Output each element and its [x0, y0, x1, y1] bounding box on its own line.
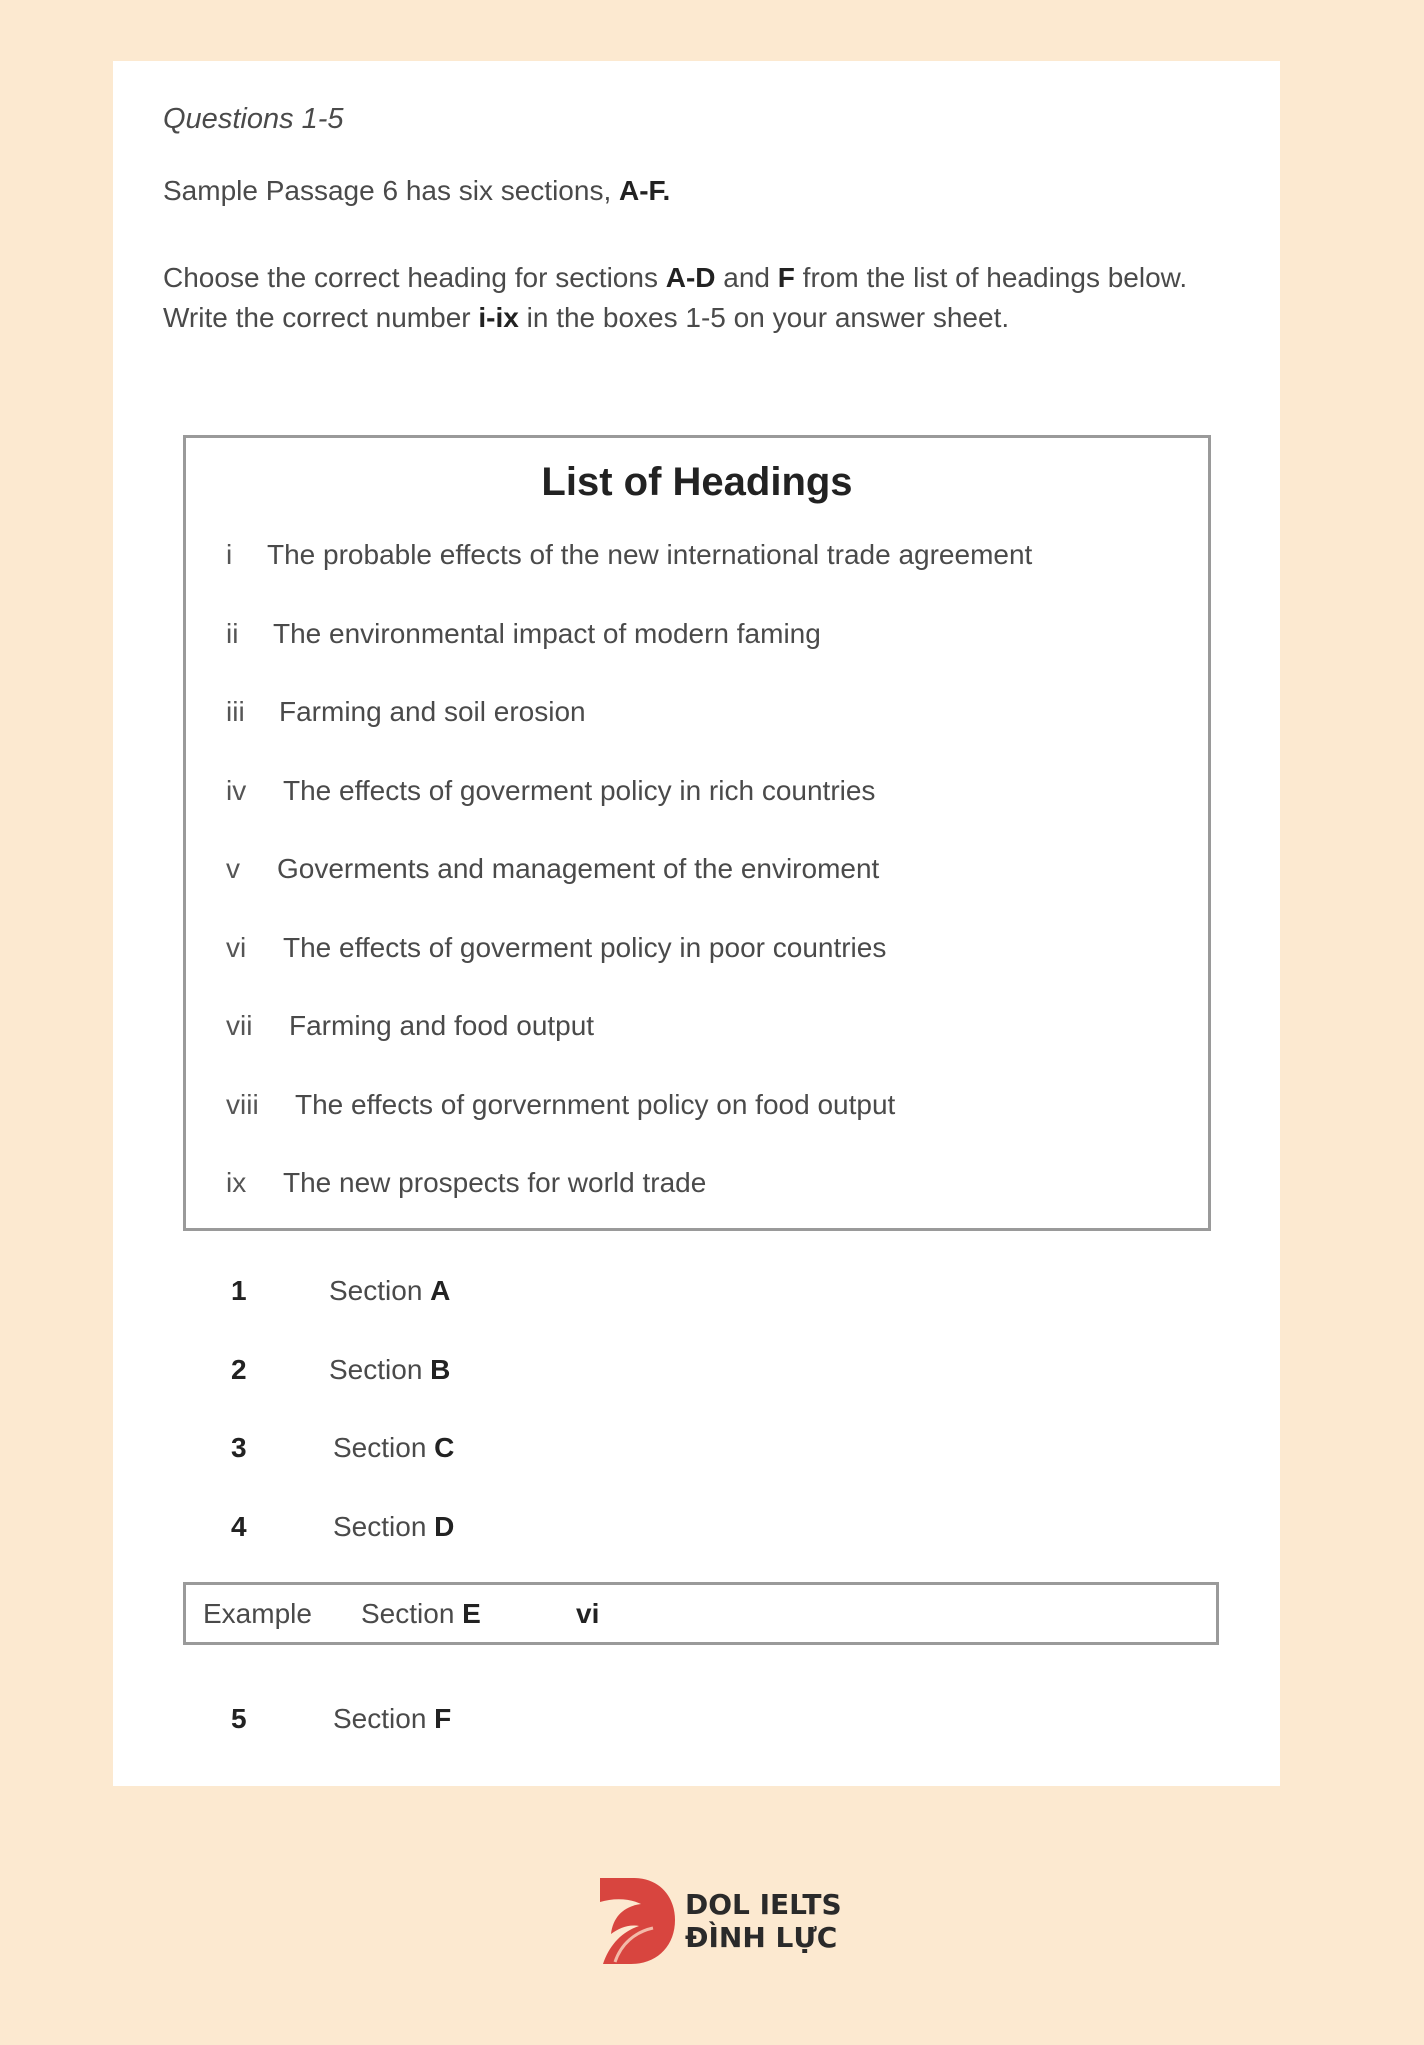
example-answer: vi: [576, 1598, 600, 1629]
heading-item: i The probable effects of the new international trade agreement: [226, 539, 1033, 570]
questions-label: Questions 1-5: [163, 103, 344, 135]
example-section: Section E: [361, 1598, 481, 1629]
question-sheet: [113, 61, 1280, 1786]
heading-item: iii Farming and soil erosion: [226, 696, 586, 727]
intro-text: Sample Passage 6 has six sections, A-F.: [163, 175, 671, 206]
heading-item: ix The new prospects for world trade: [226, 1167, 707, 1198]
heading-item: ii The environmental impact of modern faming: [226, 618, 821, 649]
heading-item: v Goverments and management of the enviroment: [226, 853, 880, 884]
heading-item: viii The effects of gorvernment policy on food output: [226, 1089, 896, 1120]
example-label: Example: [203, 1598, 312, 1629]
heading-item: vii Farming and food output: [226, 1010, 595, 1041]
heading-item: vi The effects of goverment policy in poor countries: [226, 932, 887, 963]
instruction-text: Choose the correct heading for sections A-D and F from the list of headings below. Write the correct number i-ix in the boxes 1-5 on your answer sheet.: [163, 262, 1188, 333]
headings-title: List of Headings: [541, 460, 853, 504]
dol-ielts-logo: [595, 1876, 842, 1966]
heading-item: iv The effects of goverment policy in rich countries: [226, 775, 876, 806]
dol-logo-icon: [595, 1876, 677, 1966]
answer-row-1: 1 Section A: [231, 1275, 451, 1306]
answer-row-3: 3 Section C: [231, 1432, 455, 1463]
answer-row-5: 5 Section F: [231, 1703, 452, 1734]
answer-row-4: 4 Section D: [231, 1511, 455, 1542]
brand-text: DOL IELTS ĐÌNH LỰC: [685, 1888, 842, 1954]
answer-row-2: 2 Section B: [231, 1354, 451, 1385]
example-box: [183, 1582, 1219, 1645]
list-of-headings-box: [183, 435, 1211, 1231]
